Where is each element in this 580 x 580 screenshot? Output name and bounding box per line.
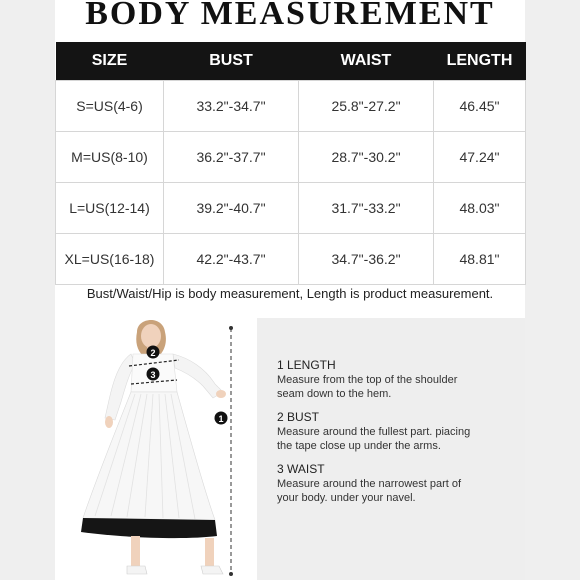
marker-1 xyxy=(215,412,228,425)
right-shoe xyxy=(201,566,223,574)
guide-waist-text-2: your body. under your navel. xyxy=(277,492,416,504)
right-leg xyxy=(205,538,214,566)
header-size: SIZE xyxy=(56,42,164,80)
cell-waist: 28.7"-30.2" xyxy=(299,131,434,182)
measurement-guide xyxy=(257,318,525,580)
guide-waist-heading: 3 WAIST xyxy=(277,462,325,476)
guide-bust-heading: 2 BUST xyxy=(277,410,320,424)
cell-size: S=US(4-6) xyxy=(56,80,164,131)
cell-waist: 34.7"-36.2" xyxy=(299,233,434,284)
marker-3-label: 3 xyxy=(150,370,156,380)
chart-title: BODY MEASUREMENT xyxy=(85,0,495,32)
table-row xyxy=(56,233,526,284)
dress-illustration xyxy=(55,312,255,580)
guide-length-text-1: Measure from the top of the shoulder xyxy=(277,374,458,386)
table-row xyxy=(56,182,526,233)
right-hand xyxy=(216,390,226,398)
dress-hem xyxy=(81,518,217,538)
cell-bust: 39.2"-40.7" xyxy=(164,182,299,233)
cell-bust: 36.2"-37.7" xyxy=(164,131,299,182)
table-row xyxy=(56,80,526,131)
cell-length: 47.24" xyxy=(434,131,526,182)
cell-size: L=US(12-14) xyxy=(56,182,164,233)
cell-length: 48.03" xyxy=(434,182,526,233)
cell-waist: 31.7"-33.2" xyxy=(299,182,434,233)
header-length: LENGTH xyxy=(434,42,526,80)
guide-waist-text-1: Measure around the narrowest part of xyxy=(277,478,462,490)
cell-bust: 42.2"-43.7" xyxy=(164,233,299,284)
guide-bust-text-1: Measure around the fullest part. piacing xyxy=(277,426,471,438)
cell-bust: 33.2"-34.7" xyxy=(164,80,299,131)
measurement-note: Bust/Waist/Hip is body measurement, Length is product measurement. xyxy=(86,286,494,301)
cell-size: XL=US(16-18) xyxy=(56,233,164,284)
guide-bust xyxy=(277,410,517,453)
cell-size: M=US(8-10) xyxy=(56,131,164,182)
guide-length-heading: 1 LENGTH xyxy=(277,358,336,372)
marker-2 xyxy=(147,346,160,359)
marker-3 xyxy=(147,368,160,381)
left-shoe xyxy=(127,566,147,574)
cell-length: 48.81" xyxy=(434,233,526,284)
marker-1-label: 1 xyxy=(218,414,224,424)
left-hand xyxy=(105,416,113,428)
table-header-row xyxy=(56,42,526,80)
guide-length-text-2: seam down to the hem. xyxy=(277,388,392,400)
left-leg xyxy=(131,536,140,566)
header-bust: BUST xyxy=(164,42,299,80)
length-line-top xyxy=(229,326,233,330)
length-line-bottom xyxy=(229,572,233,576)
header-waist: WAIST xyxy=(299,42,434,80)
right-sleeve xyxy=(173,354,223,398)
table-row xyxy=(56,131,526,182)
cell-length: 46.45" xyxy=(434,80,526,131)
guide-length xyxy=(277,358,517,401)
model-figure xyxy=(55,312,255,580)
guide-waist xyxy=(277,462,517,505)
size-table xyxy=(55,42,526,285)
face-shape xyxy=(141,324,161,348)
marker-2-label: 2 xyxy=(150,348,156,358)
guide-bust-text-2: the tape close up under the arms. xyxy=(277,440,441,452)
cell-waist: 25.8"-27.2" xyxy=(299,80,434,131)
